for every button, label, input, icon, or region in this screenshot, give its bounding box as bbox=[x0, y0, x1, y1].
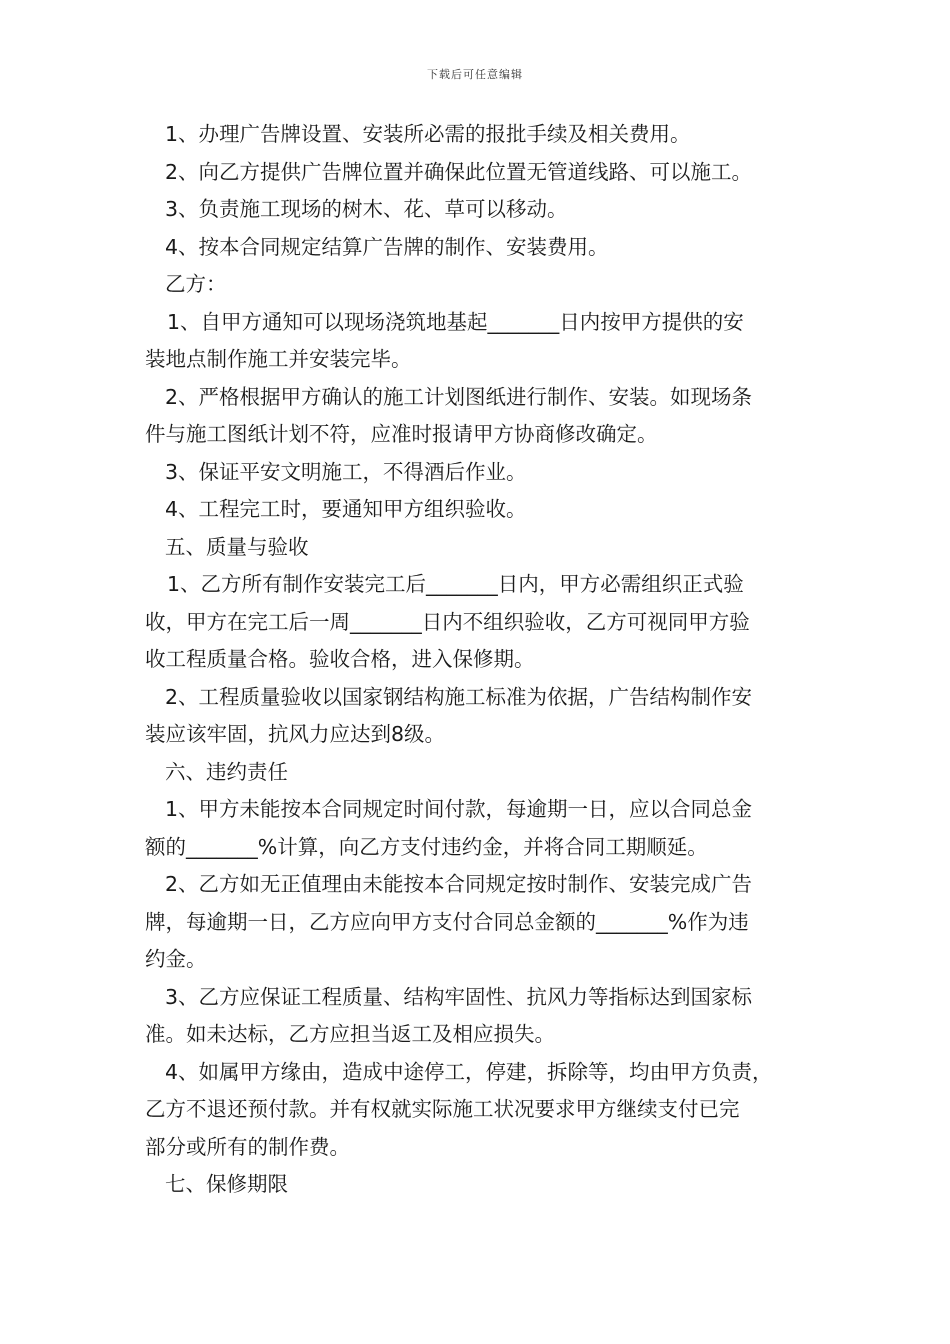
yi-duty-2-line-1: 2、严格根据甲方确认的施工计划图纸进行制作、安装。如现场条 bbox=[165, 384, 753, 409]
yi-duty-4: 4、工程完工时，要通知甲方组织验收。 bbox=[165, 497, 527, 521]
section-6-item-2-line-1: 2、乙方如无正值理由未能按本合同规定按时制作、安装完成广告 bbox=[165, 872, 753, 896]
section-5-item-1-line-1: 1、乙方所有制作安装完工后_______日内，甲方必需组织正式验 bbox=[167, 572, 744, 596]
yi-duty-2-line-2: 件与施工图纸计划不符，应准时报请甲方协商修改确定。 bbox=[145, 422, 658, 446]
section-6-item-1-line-1: 1、甲方未能按本合同规定时间付款，每逾期一日，应以合同总金 bbox=[165, 797, 753, 821]
section-5-item-2-line-1: 2、工程质量验收以国家钢结构施工标准为依据，广告结构制作安 bbox=[165, 684, 753, 709]
section-6-item-2-line-2: 牌，每逾期一日，乙方应向甲方支付合同总金额的_______%作为违 bbox=[145, 909, 749, 934]
jia-duty-2: 2、向乙方提供广告牌位置并确保此位置无管道线路、可以施工。 bbox=[165, 159, 753, 184]
section-6-item-3-line-2: 准。如未达标，乙方应担当返工及相应损失。 bbox=[145, 1022, 555, 1046]
section-6-item-4-line-3: 部分或所有的制作费。 bbox=[145, 1134, 350, 1159]
jia-duty-3: 3、负责施工现场的树木、花、草可以移动。 bbox=[165, 197, 568, 221]
yi-duty-3: 3、保证平安文明施工，不得酒后作业。 bbox=[165, 459, 527, 484]
header-note: 下载后可任意编辑 bbox=[427, 68, 523, 81]
section-6-item-4-line-1: 4、如属甲方缘由，造成中途停工，停建，拆除等，均由甲方负责， bbox=[165, 1059, 773, 1084]
section-5-item-1-line-3: 收工程质量合格。验收合格，进入保修期。 bbox=[145, 647, 535, 671]
section-6-item-2-line-3: 约金。 bbox=[145, 947, 207, 971]
section-5-item-1-line-2: 收，甲方在完工后一周_______日内不组织验收，乙方可视同甲方验 bbox=[145, 609, 750, 634]
section-6-item-1-line-2: 额的_______%计算，向乙方支付违约金，并将合同工期顺延。 bbox=[145, 834, 708, 859]
jia-duty-1: 1、办理广告牌设置、安装所必需的报批手续及相关费用。 bbox=[165, 122, 691, 146]
contract-body bbox=[145, 116, 811, 1204]
section-6-title: 六、违约责任 bbox=[165, 759, 288, 784]
section-5-item-2-line-2: 装应该牢固，抗风力应达到8级。 bbox=[145, 722, 446, 746]
yi-label: 乙方： bbox=[165, 272, 227, 296]
yi-duty-1-line-1: 1、自甲方通知可以现场浇筑地基起_______日内按甲方提供的安 bbox=[167, 309, 744, 334]
yi-duty-1-line-2: 装地点制作施工并安装完毕。 bbox=[145, 347, 412, 371]
section-6-item-4-line-2: 乙方不退还预付款。并有权就实际施工状况要求甲方继续支付已完 bbox=[145, 1097, 740, 1121]
section-6-item-3-line-1: 3、乙方应保证工程质量、结构牢固性、抗风力等指标达到国家标 bbox=[165, 984, 753, 1009]
jia-duty-4: 4、按本合同规定结算广告牌的制作、安装费用。 bbox=[165, 234, 609, 259]
section-5-title: 五、质量与验收 bbox=[165, 534, 309, 559]
section-7-title: 七、保修期限 bbox=[165, 1172, 288, 1196]
